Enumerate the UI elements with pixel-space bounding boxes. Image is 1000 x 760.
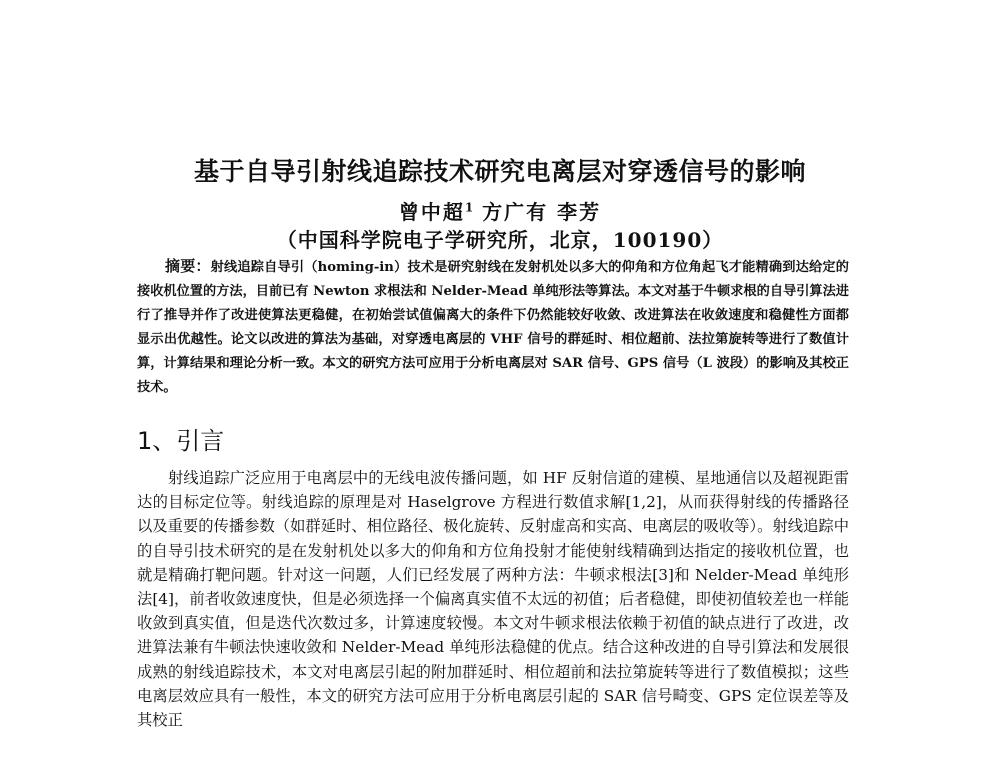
- section-heading-introduction: 1、引言: [137, 427, 225, 455]
- introduction-paragraph: 射线追踪广泛应用于电离层中的无线电波传播问题，如 HF 反射信道的建模、星地通信以及超视距雷达的目标定位等。射线追踪的原理是对 Haselgrove 方程进行数值求解[1,2]，从而获得射线的传播路径以及重要的传播参数（如群延时、相位路径、极化旋转、反射虚高和实高、电离层的吸收等）。射线追踪中的自导引技术研究的是在发射机处以多大的仰角和方位角投射才能使射线精确到达指定的接收机位置，也就是精确打靶问题。针对这一问题，人们已经发展了两种方法：牛顿求根法[3]和 Nelder-Mead 单纯形法[4]，前者收敛速度快，但是必须选择一个偏离真实值不太远的初值；后者稳健，即使初值较差也一样能收敛到真实值，但是迭代次数过多，计算速度较慢。本文对牛顿求根法依赖于初值的缺点进行了改进，改进算法兼有牛顿法快速收敛和 Nelder-Mead 单纯形法稳健的优点。结合这种改进的自导引算法和发展很成熟的射线追踪技术，本文对电离层引起的附加群延时、相位超前和法拉第旋转等进行了数值模拟；这些电离层效应具有一般性，本文的研究方法可应用于分析电离层引起的 SAR 信号畸变、GPS 定位误差等及其校正: [137, 469, 849, 730]
- abstract-text: 射线追踪自导引（homing-in）技术是研究射线在发射机处以多大的仰角和方位角起飞才能精确到达给定的接收机位置的方法，目前已有 Newton 求根法和 Nelder-Mead 单纯形法等算法。本文对基于牛顿求根的自导引算法进行了推导并作了改进使算法更稳健，在初始尝试值偏离大的条件下仍然能较好收敛、改进算法在收敛速度和稳健性方面都显示出优越性。论文以改进的算法为基础，对穿透电离层的 VHF 信号的群延时、相位超前、法拉第旋转等进行了数值计算，计算结果和理论分析一致。本文的研究方法可应用于分析电离层对 SAR 信号、GPS 信号（L 波段）的影响及其校正技术。: [137, 260, 849, 395]
- author-affiliation-mark: 1: [464, 200, 474, 215]
- author-first: 曾中超: [398, 200, 465, 224]
- paper-title: 基于自导引射线追踪技术研究电离层对穿透信号的影响: [193, 157, 806, 186]
- abstract-label: 摘要：: [165, 257, 211, 275]
- author-rest: 方广有 李芳: [473, 200, 602, 224]
- author-line: [0, 196, 1000, 225]
- affiliation: （中国科学院电子学研究所，北京，100190）: [276, 228, 724, 252]
- abstract: [137, 254, 849, 400]
